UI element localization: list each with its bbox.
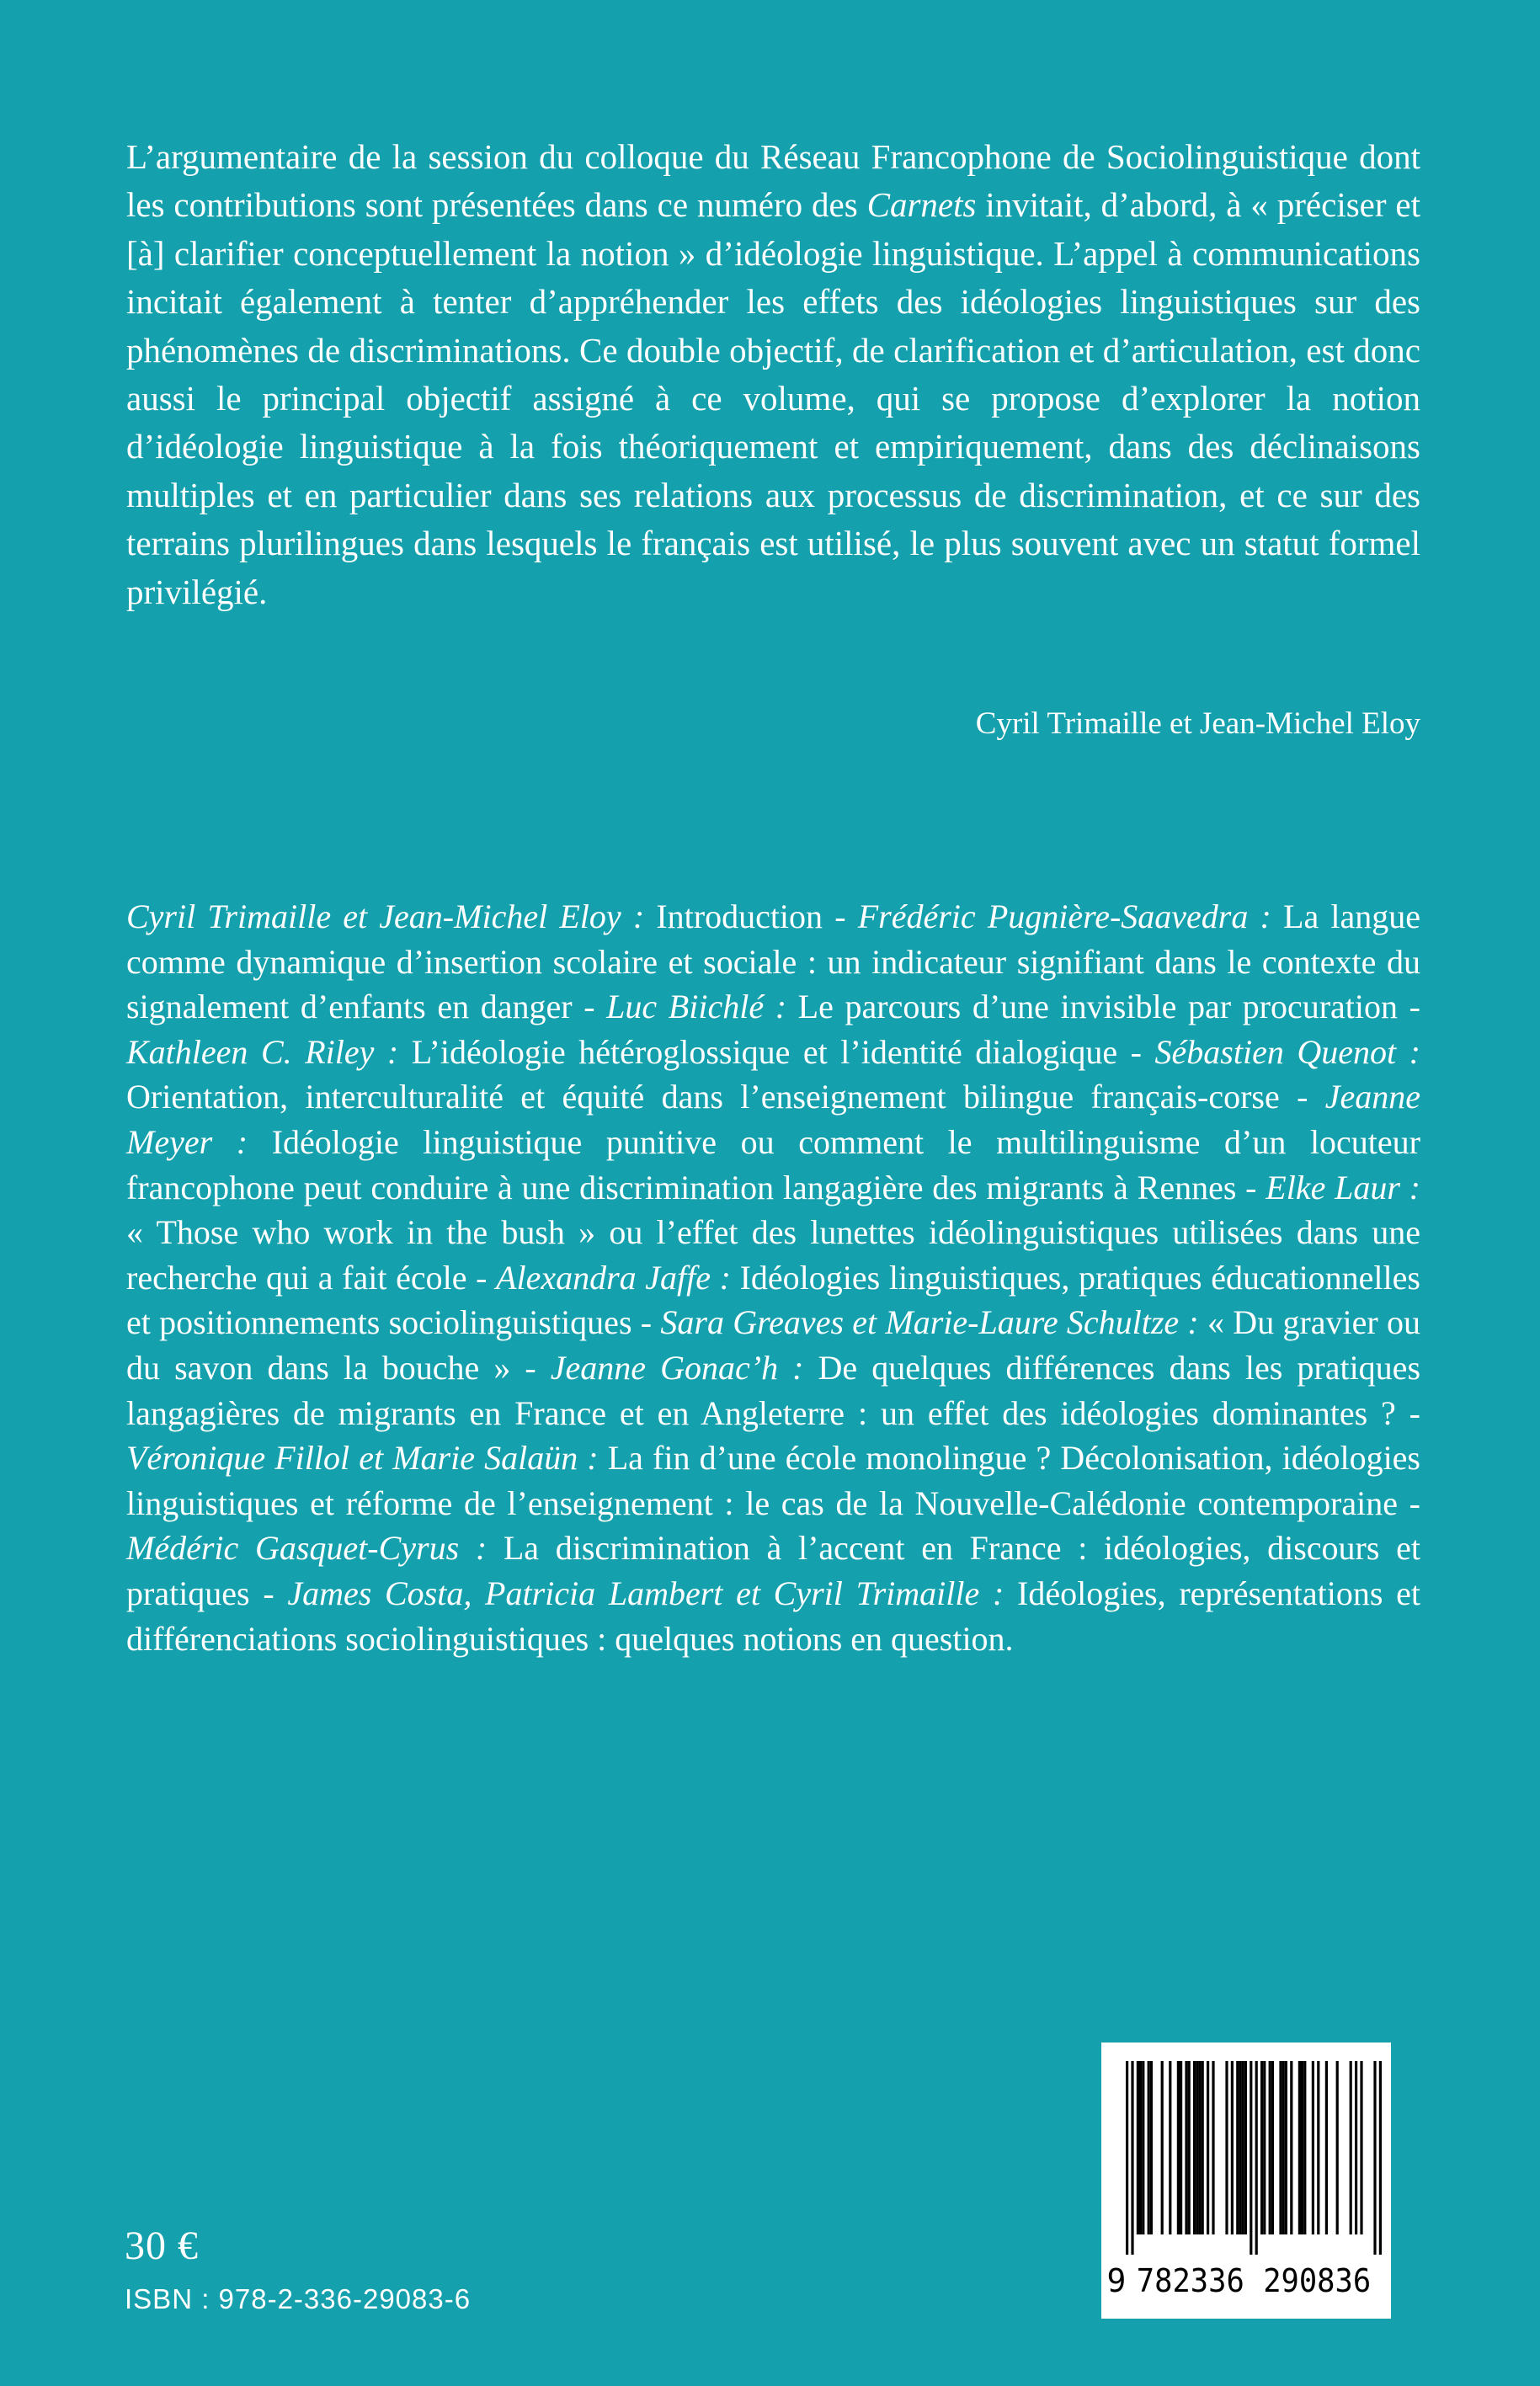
barcode <box>1101 2042 1391 2319</box>
svg-text:290836: 290836 <box>1263 2262 1372 2299</box>
svg-text:782336: 782336 <box>1136 2262 1244 2299</box>
svg-text:9: 9 <box>1106 2262 1127 2299</box>
barcode-bars <box>1104 2061 1388 2300</box>
blurb-paragraph: L’argumentaire de la session du colloque du Réseau Francophone de Sociolinguistique dont les contributions sont présentées dans ce numéro des Carnets invitait, d’abord, à « préciser et [à] clarifier conceptuellement la notion » d’idéologie linguistique. L’appel à communications incitait également à tenter d’appréhender les effets des idéologies linguistiques sur des phénomènes de discriminations. Ce double objectif, de clarification et d’articulation, est donc aussi le principal objectif assigné à ce volume, qui se propose d’explorer la notion d’idéologie linguistique à la fois théoriquement et empiriquement, dans des déclinaisons multiples et en particulier dans ses relations aux processus de discrimination, et ce sur des terrains plurilingues dans lesquels le français est utilisé, le plus souvent avec un statut formel privilégié. <box>126 137 1420 611</box>
blurb-attribution: Cyril Trimaille et Jean-Michel Eloy <box>975 706 1420 741</box>
price-label: 30 € <box>125 2224 199 2268</box>
contents-paragraph: Cyril Trimaille et Jean-Michel Eloy : Introduction - Frédéric Pugnière-Saavedra : La langue comme dynamique d’insertion scolaire et sociale : un indicateur signifiant dans le contexte du signalement d’enfants en danger - Luc Biichlé : Le parcours d’une invisible par procuration - Kathleen C. Riley : L’idéologie hétéroglossique et l’identité dialogique - Sébastien Quenot : Orientation, interculturalité et équité dans l’enseignement bilingue français-corse - Jeanne Meyer : Idéologie linguistique punitive ou comment le multilinguisme d’un locuteur francophone peut conduire à une discrimination langagière des migrants à Rennes - Elke Laur : « Those who work in the bush » ou l’effet des lunettes idéolinguistiques utilisées dans une recherche qui a fait école - Alexandra Jaffe : Idéologies linguistiques, pratiques éducationnelles et positionnements sociolinguistiques - Sara Greaves et Marie-Laure Schultze : « Du gravier ou du savon dans la bouche » - Jeanne Gonac’h : De quelques différences dans les pratiques langagières de migrants en France et en Angleterre : un effet des idéologies dominantes ? - Véronique Fillol et Marie Salaün : La fin d’une école monolingue ? Décolonisation, idéologies linguistiques et réforme de l’enseignement : le cas de la Nouvelle-Calédonie contemporaine - Médéric Gasquet-Cyrus : La discrimination à l’accent en France : idéologies, discours et pratiques - James Costa, Patricia Lambert et Cyril Trimaille : Idéologies, représentations et différenciations sociolinguistiques : quelques notions en question. <box>126 897 1421 1658</box>
isbn-label: ISBN : 978-2-336-29083-6 <box>125 2283 472 2314</box>
